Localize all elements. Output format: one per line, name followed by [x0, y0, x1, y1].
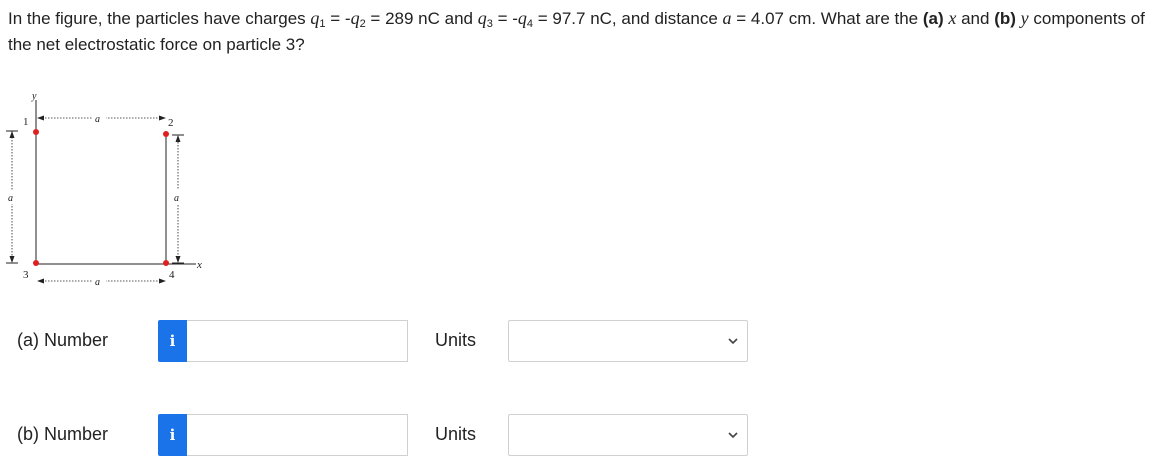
- particle-1: [33, 129, 39, 135]
- arrowhead: [37, 279, 44, 284]
- particle-4-label: 4: [169, 269, 175, 281]
- particle-2: [163, 131, 169, 137]
- answer-b-units-select[interactable]: [508, 414, 748, 456]
- question-part: = -: [492, 9, 518, 28]
- question-part: In the figure, the particles have charges: [8, 9, 311, 28]
- subscript: 3: [486, 18, 493, 30]
- particle-1-label: 1: [23, 116, 29, 128]
- part-b-marker: (b): [994, 9, 1016, 28]
- x-axis-label: x: [197, 259, 202, 271]
- question-part: = 97.7 nC, and distance: [533, 9, 723, 28]
- question-part: components of the net electrostatic force on particle 3?: [8, 9, 1145, 54]
- dimension-a-left: a: [8, 193, 13, 204]
- arrowhead: [159, 116, 166, 121]
- particle-3: [33, 260, 39, 266]
- particle-figure: [0, 88, 215, 298]
- y-axis-label: y: [32, 91, 37, 102]
- dimension-a-top: a: [95, 114, 100, 125]
- symbol-x: x: [948, 8, 957, 28]
- question-part: = 4.07 cm. What are the: [731, 9, 923, 28]
- symbol-q: q: [310, 8, 320, 28]
- answer-a-units-select[interactable]: [508, 320, 748, 362]
- answer-a-number-input[interactable]: [187, 320, 408, 362]
- symbol-q: q: [477, 8, 487, 28]
- arrowhead: [37, 116, 44, 121]
- dimension-a-bottom: a: [95, 277, 100, 288]
- symbol-a: a: [722, 8, 732, 28]
- particle-2-label: 2: [168, 117, 174, 129]
- subscript: 1: [319, 18, 326, 30]
- part-a-marker: (a): [922, 9, 944, 28]
- symbol-q: q: [517, 8, 527, 28]
- subscript: 2: [359, 18, 366, 30]
- particle-3-label: 3: [23, 269, 29, 281]
- answer-b-number-input[interactable]: [187, 414, 408, 456]
- particle-4: [163, 260, 169, 266]
- arrowhead: [176, 135, 181, 142]
- dimension-a-right: a: [174, 193, 179, 204]
- subscript: 4: [526, 18, 534, 30]
- chevron-down-icon: [727, 335, 739, 347]
- symbol-q: q: [350, 8, 360, 28]
- info-icon[interactable]: i: [158, 320, 187, 362]
- answer-a-label: (a) Number: [17, 330, 109, 350]
- arrowhead: [176, 256, 181, 263]
- question-part: and: [956, 9, 995, 28]
- answer-b-label: (b) Number: [17, 424, 109, 444]
- question-part: = 289 nC and: [365, 9, 478, 28]
- arrowhead: [10, 131, 15, 138]
- question-text: [8, 5, 1158, 58]
- arrowhead: [159, 279, 166, 284]
- answer-row-a: [0, 320, 1161, 362]
- question-part: = -: [325, 9, 351, 28]
- arrowhead: [10, 256, 15, 263]
- answer-row-b: [0, 414, 1161, 456]
- answer-b-units-label: Units: [435, 424, 477, 444]
- answer-a-units-label: Units: [435, 330, 477, 350]
- chevron-down-icon: [727, 429, 739, 441]
- info-icon[interactable]: i: [158, 414, 187, 456]
- symbol-y: y: [1020, 8, 1029, 28]
